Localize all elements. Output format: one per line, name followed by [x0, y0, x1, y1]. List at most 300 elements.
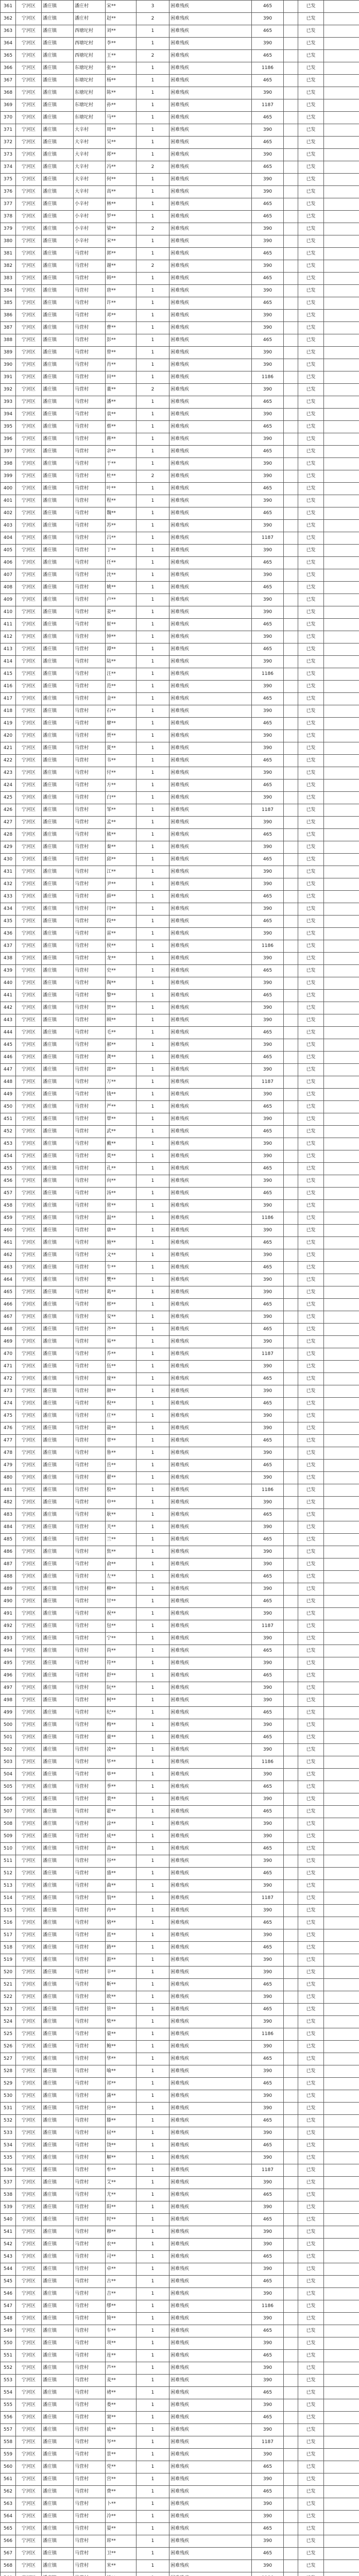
name-cell: 章**: [106, 1435, 136, 1447]
table-row: [1, 273, 359, 285]
amount-cell: 465: [252, 50, 284, 62]
town-cell: 潘庄镇: [42, 1002, 74, 1014]
persons-cell: 1: [136, 1212, 169, 1225]
blank-cell: [324, 755, 359, 767]
name-cell: 史**: [106, 965, 136, 977]
blank-cell: [324, 1892, 359, 1905]
town-cell: 潘庄镇: [42, 347, 74, 359]
persons-cell: 1: [136, 1076, 169, 1089]
blank-cell: [324, 186, 359, 198]
name-cell: 冉**: [106, 1905, 136, 1917]
name-cell: 曹**: [106, 322, 136, 334]
amount-cell: 390: [252, 792, 284, 804]
blank-cell: [284, 62, 298, 75]
persons-cell: 2: [136, 384, 169, 396]
amount-cell: 390: [252, 2362, 284, 2375]
row-number-cell: 383: [1, 273, 16, 285]
persons-cell: 1: [136, 235, 169, 248]
persons-cell: 1: [136, 953, 169, 965]
amount-cell: 465: [252, 1806, 284, 1818]
blank-cell: [324, 1905, 359, 1917]
aid-type-cell: 困难残疾: [169, 2152, 252, 2164]
town-cell: 潘庄镇: [42, 1967, 74, 1979]
aid-type-cell: 困难残疾: [169, 2226, 252, 2239]
aid-type-cell: 困难残疾: [169, 396, 252, 409]
row-number-cell: 373: [1, 149, 16, 161]
blank-cell: [284, 507, 298, 520]
village-cell: 马营村: [74, 1188, 106, 1200]
table-row: [1, 1843, 359, 1855]
table-row: [1, 928, 359, 940]
amount-cell: 465: [252, 137, 284, 149]
town-cell: 潘庄镇: [42, 1150, 74, 1163]
persons-cell: 1: [136, 2424, 169, 2436]
amount-cell: [252, 2572, 284, 2576]
blank-cell: [324, 62, 359, 75]
blank-cell: [324, 1571, 359, 1583]
amount-cell: 465: [252, 1732, 284, 1744]
aid-type-cell: 困难残疾: [169, 1558, 252, 1571]
table-row: [1, 1694, 359, 1707]
county-cell: 宁河区: [16, 2263, 42, 2276]
row-number-cell: 387: [1, 322, 16, 334]
row-number-cell: 456: [1, 1175, 16, 1188]
blank-cell: [284, 1892, 298, 1905]
aid-type-cell: 困难残疾: [169, 2016, 252, 2028]
status-cell: 已发: [298, 124, 324, 137]
amount-cell: 390: [252, 1682, 284, 1694]
county-cell: 宁河区: [16, 1781, 42, 1793]
table-row: [1, 2103, 359, 2115]
county-cell: 宁河区: [16, 1052, 42, 1064]
name-cell: 柯**: [106, 1694, 136, 1707]
blank-cell: [284, 2251, 298, 2263]
aid-type-cell: 困难残疾: [169, 1657, 252, 1670]
county-cell: 宁河区: [16, 2041, 42, 2053]
county-cell: 宁河区: [16, 1880, 42, 1892]
row-number-cell: 535: [1, 2152, 16, 2164]
blank-cell: [284, 1225, 298, 1237]
persons-cell: 1: [136, 1188, 169, 1200]
town-cell: 潘庄镇: [42, 829, 74, 841]
table-row: [1, 779, 359, 792]
persons-cell: 1: [136, 606, 169, 619]
amount-cell: 390: [252, 1694, 284, 1707]
persons-cell: 1: [136, 2140, 169, 2152]
village-cell: 马营村: [74, 668, 106, 681]
blank-cell: [284, 1175, 298, 1188]
table-row: [1, 1484, 359, 1497]
aid-type-cell: 困难残疾: [169, 1880, 252, 1892]
county-cell: 宁河区: [16, 174, 42, 186]
name-cell: 车**: [106, 2325, 136, 2337]
blank-cell: [324, 2140, 359, 2152]
town-cell: 潘庄镇: [42, 1781, 74, 1793]
aid-type-cell: 困难残疾: [169, 2090, 252, 2103]
row-number-cell: 432: [1, 878, 16, 891]
blank-cell: [324, 928, 359, 940]
status-cell: 已发: [298, 1571, 324, 1583]
persons-cell: 1: [136, 1460, 169, 1472]
county-cell: 宁河区: [16, 1521, 42, 1534]
blank-cell: [324, 1583, 359, 1596]
blank-cell: [284, 1398, 298, 1410]
name-cell: 单**: [106, 1769, 136, 1781]
county-cell: 宁河区: [16, 2449, 42, 2461]
town-cell: 潘庄镇: [42, 582, 74, 594]
blank-cell: [324, 359, 359, 371]
village-cell: 马营村: [74, 2090, 106, 2103]
blank-cell: [284, 75, 298, 87]
persons-cell: 1: [136, 2523, 169, 2535]
name-cell: 苏**: [106, 520, 136, 532]
persons-cell: 1: [136, 297, 169, 310]
blank-cell: [324, 2288, 359, 2300]
name-cell: 汤**: [106, 1188, 136, 1200]
row-number-cell: 369: [1, 99, 16, 112]
village-cell: 马营村: [74, 557, 106, 569]
status-cell: 已发: [298, 965, 324, 977]
village-cell: 马营村: [74, 1682, 106, 1694]
county-cell: 宁河区: [16, 2251, 42, 2263]
row-number-cell: 533: [1, 2127, 16, 2140]
amount-cell: 390: [252, 1967, 284, 1979]
amount-cell: 390: [252, 38, 284, 50]
table-row: [1, 1163, 359, 1175]
county-cell: 宁河区: [16, 458, 42, 470]
blank-cell: [324, 2226, 359, 2239]
blank-cell: [324, 2548, 359, 2560]
town-cell: 潘庄镇: [42, 470, 74, 483]
blank-cell: [324, 137, 359, 149]
blank-cell: [324, 878, 359, 891]
amount-cell: 390: [252, 569, 284, 582]
village-cell: 马营村: [74, 2412, 106, 2424]
blank-cell: [324, 1917, 359, 1929]
persons-cell: 1: [136, 977, 169, 990]
county-cell: 宁河区: [16, 2486, 42, 2498]
row-number-cell: 429: [1, 841, 16, 854]
status-cell: 已发: [298, 631, 324, 643]
village-cell: 马营村: [74, 2523, 106, 2535]
table-row: [1, 1521, 359, 1534]
county-cell: 宁河区: [16, 1385, 42, 1398]
blank-cell: [284, 1608, 298, 1620]
aid-type-cell: 困难残疾: [169, 285, 252, 297]
table-row: [1, 2065, 359, 2078]
village-cell: 大辛村: [74, 149, 106, 161]
status-cell: 已发: [298, 2313, 324, 2325]
name-cell: 阳**: [106, 2201, 136, 2214]
row-number-cell: 516: [1, 1917, 16, 1929]
blank-cell: [284, 1113, 298, 1126]
blank-cell: [324, 2412, 359, 2424]
row-number-cell: 491: [1, 1608, 16, 1620]
town-cell: 潘庄镇: [42, 1707, 74, 1719]
name-cell: 司**: [106, 2251, 136, 2263]
persons-cell: 1: [136, 1101, 169, 1113]
blank-cell: [284, 2498, 298, 2511]
blank-cell: [324, 1942, 359, 1954]
table-row: [1, 1880, 359, 1892]
town-cell: 潘庄镇: [42, 1769, 74, 1781]
amount-cell: 390: [252, 1546, 284, 1558]
town-cell: 潘庄镇: [42, 112, 74, 124]
amount-cell: 465: [252, 25, 284, 38]
town-cell: 潘庄镇: [42, 87, 74, 99]
persons-cell: 1: [136, 2288, 169, 2300]
row-number-cell: 481: [1, 1484, 16, 1497]
county-cell: 宁河区: [16, 198, 42, 211]
persons-cell: 1: [136, 1571, 169, 1583]
status-cell: 已发: [298, 1534, 324, 1546]
town-cell: 潘庄镇: [42, 1200, 74, 1212]
blank-cell: [284, 2473, 298, 2486]
town-cell: 潘庄镇: [42, 779, 74, 792]
village-cell: 马营村: [74, 285, 106, 297]
name-cell: 邵**: [106, 1064, 136, 1076]
county-cell: 宁河区: [16, 1027, 42, 1039]
blank-cell: [284, 260, 298, 273]
table-row: [1, 953, 359, 965]
county-cell: 宁河区: [16, 1670, 42, 1682]
persons-cell: 1: [136, 347, 169, 359]
table-row: [1, 1225, 359, 1237]
table-row: [1, 1682, 359, 1694]
table-row: [1, 1101, 359, 1113]
persons-cell: 1: [136, 483, 169, 495]
name-cell: 申**: [106, 1497, 136, 1509]
row-number-cell: 361: [1, 1, 16, 13]
amount-cell: 465: [252, 779, 284, 792]
status-cell: 已发: [298, 62, 324, 75]
village-cell: 马营村: [74, 1954, 106, 1967]
name-cell: 袁**: [106, 409, 136, 421]
aid-type-cell: 困难残疾: [169, 965, 252, 977]
aid-type-cell: 困难残疾: [169, 1521, 252, 1534]
table-row: [1, 211, 359, 223]
aid-type-cell: 困难残疾: [169, 2164, 252, 2177]
aid-type-cell: 困难残疾: [169, 2115, 252, 2127]
row-number-cell: 390: [1, 359, 16, 371]
aid-type-cell: 困难残疾: [169, 1571, 252, 1583]
county-cell: 宁河区: [16, 1138, 42, 1150]
town-cell: 潘庄镇: [42, 1373, 74, 1385]
village-cell: 大辛村: [74, 186, 106, 198]
name-cell: 钱**: [106, 1089, 136, 1101]
status-cell: 已发: [298, 2511, 324, 2523]
status-cell: 已发: [298, 161, 324, 174]
status-cell: 已发: [298, 2276, 324, 2288]
status-cell: 已发: [298, 1917, 324, 1929]
table-row: [1, 1509, 359, 1521]
status-cell: 已发: [298, 458, 324, 470]
persons-cell: 1: [136, 594, 169, 606]
status-cell: 已发: [298, 1435, 324, 1447]
name-cell: 宋**: [106, 1, 136, 13]
county-cell: 宁河区: [16, 1064, 42, 1076]
row-number-cell: 473: [1, 1385, 16, 1398]
row-number-cell: 490: [1, 1596, 16, 1608]
blank-cell: [324, 2300, 359, 2313]
persons-cell: 1: [136, 1719, 169, 1732]
blank-cell: [284, 223, 298, 235]
aid-type-cell: 困难残疾: [169, 940, 252, 953]
village-cell: 马营村: [74, 2115, 106, 2127]
name-cell: 曲**: [106, 1880, 136, 1892]
blank-cell: [284, 2127, 298, 2140]
amount-cell: 1187: [252, 804, 284, 817]
town-cell: 潘庄镇: [42, 1, 74, 13]
village-cell: 马营村: [74, 2350, 106, 2362]
county-cell: 宁河区: [16, 656, 42, 668]
village-cell: 马营村: [74, 1509, 106, 1521]
blank-cell: [324, 1447, 359, 1460]
town-cell: 潘庄镇: [42, 2424, 74, 2436]
status-cell: 已发: [298, 1064, 324, 1076]
amount-cell: 390: [252, 1200, 284, 1212]
blank-cell: [324, 990, 359, 1002]
amount-cell: 465: [252, 198, 284, 211]
village-cell: 马营村: [74, 1521, 106, 1534]
status-cell: 已发: [298, 854, 324, 866]
table-row: [1, 2016, 359, 2028]
aid-type-cell: 困难残疾: [169, 2028, 252, 2041]
table-row: [1, 285, 359, 297]
county-cell: 宁河区: [16, 1942, 42, 1954]
town-cell: 潘庄镇: [42, 681, 74, 693]
county-cell: 宁河区: [16, 705, 42, 718]
status-cell: 已发: [298, 2239, 324, 2251]
persons-cell: 1: [136, 1781, 169, 1793]
table-row: [1, 1336, 359, 1348]
row-number-cell: 568: [1, 2560, 16, 2572]
village-cell: 小辛村: [74, 198, 106, 211]
table-row: [1, 532, 359, 545]
aid-type-cell: 困难残疾: [169, 532, 252, 545]
town-cell: 潘庄镇: [42, 1793, 74, 1806]
name-cell: 顾**: [106, 1014, 136, 1027]
status-cell: 已发: [298, 1126, 324, 1138]
village-cell: 马营村: [74, 1002, 106, 1014]
table-row: [1, 1781, 359, 1793]
county-cell: 宁河区: [16, 755, 42, 767]
county-cell: 宁河区: [16, 87, 42, 99]
village-cell: 马营村: [74, 532, 106, 545]
table-row: [1, 1558, 359, 1571]
aid-type-cell: 困难残疾: [169, 1682, 252, 1694]
table-row: [1, 2214, 359, 2226]
amount-cell: 390: [252, 1150, 284, 1163]
table-row: [1, 643, 359, 656]
town-cell: 潘庄镇: [42, 1435, 74, 1447]
persons-cell: 1: [136, 705, 169, 718]
row-number-cell: 479: [1, 1460, 16, 1472]
persons-cell: 1: [136, 1682, 169, 1694]
village-cell: 马营村: [74, 1868, 106, 1880]
row-number-cell: 405: [1, 545, 16, 557]
amount-cell: 390: [252, 1385, 284, 1398]
town-cell: 潘庄镇: [42, 1497, 74, 1509]
persons-cell: 1: [136, 211, 169, 223]
persons-cell: 1: [136, 792, 169, 804]
table-row: [1, 2127, 359, 2140]
table-row: [1, 1002, 359, 1014]
row-number-cell: 543: [1, 2251, 16, 2263]
village-cell: 马营村: [74, 1793, 106, 1806]
blank-cell: [284, 619, 298, 631]
village-cell: 马营村: [74, 483, 106, 495]
amount-cell: 390: [252, 545, 284, 557]
row-number-cell: 417: [1, 693, 16, 705]
blank-cell: [284, 804, 298, 817]
table-row: [1, 990, 359, 1002]
town-cell: 潘庄镇: [42, 1645, 74, 1657]
blank-cell: [324, 2263, 359, 2276]
village-cell: 马营村: [74, 1039, 106, 1052]
row-number-cell: 511: [1, 1855, 16, 1868]
name-cell: 张**: [106, 62, 136, 75]
persons-cell: 3: [136, 1, 169, 13]
name-cell: 阮**: [106, 1682, 136, 1694]
village-cell: 马营村: [74, 1175, 106, 1188]
row-number-cell: 522: [1, 1991, 16, 2004]
persons-cell: 1: [136, 2449, 169, 2461]
village-cell: 马营村: [74, 545, 106, 557]
county-cell: 宁河区: [16, 1732, 42, 1744]
amount-cell: 465: [252, 1163, 284, 1175]
aid-type-cell: 困难残疾: [169, 891, 252, 903]
county-cell: 宁河区: [16, 1793, 42, 1806]
aid-type-cell: 困难残疾: [169, 1509, 252, 1521]
status-cell: 已发: [298, 1818, 324, 1831]
status-cell: 已发: [298, 1150, 324, 1163]
status-cell: 已发: [298, 1781, 324, 1793]
row-number-cell: 382: [1, 260, 16, 273]
village-cell: 马营村: [74, 841, 106, 854]
row-number-cell: 392: [1, 384, 16, 396]
town-cell: 潘庄镇: [42, 854, 74, 866]
persons-cell: 2: [136, 223, 169, 235]
village-cell: 马营村: [74, 2263, 106, 2276]
row-number-cell: 367: [1, 75, 16, 87]
county-cell: 宁河区: [16, 2362, 42, 2375]
town-cell: 潘庄镇: [42, 2127, 74, 2140]
blank-cell: [324, 112, 359, 124]
name-cell: 方**: [106, 779, 136, 792]
status-cell: 已发: [298, 1892, 324, 1905]
row-number-cell: 515: [1, 1905, 16, 1917]
village-cell: 马营村: [74, 1076, 106, 1089]
table-row: [1, 1620, 359, 1633]
amount-cell: 1187: [252, 1620, 284, 1633]
amount-cell: 390: [252, 149, 284, 161]
county-cell: 宁河区: [16, 817, 42, 829]
table-row: [1, 742, 359, 755]
amount-cell: 390: [252, 2473, 284, 2486]
row-number-cell: 410: [1, 606, 16, 619]
table-row: [1, 1150, 359, 1163]
village-cell: 马营村: [74, 2164, 106, 2177]
persons-cell: 1: [136, 1843, 169, 1855]
amount-cell: 465: [252, 421, 284, 433]
table-row: [1, 1892, 359, 1905]
village-cell: 马营村: [74, 718, 106, 730]
blank-cell: [284, 1831, 298, 1843]
name-cell: 党**: [106, 2461, 136, 2473]
row-number-cell: 418: [1, 705, 16, 718]
village-cell: 马营村: [74, 1633, 106, 1645]
